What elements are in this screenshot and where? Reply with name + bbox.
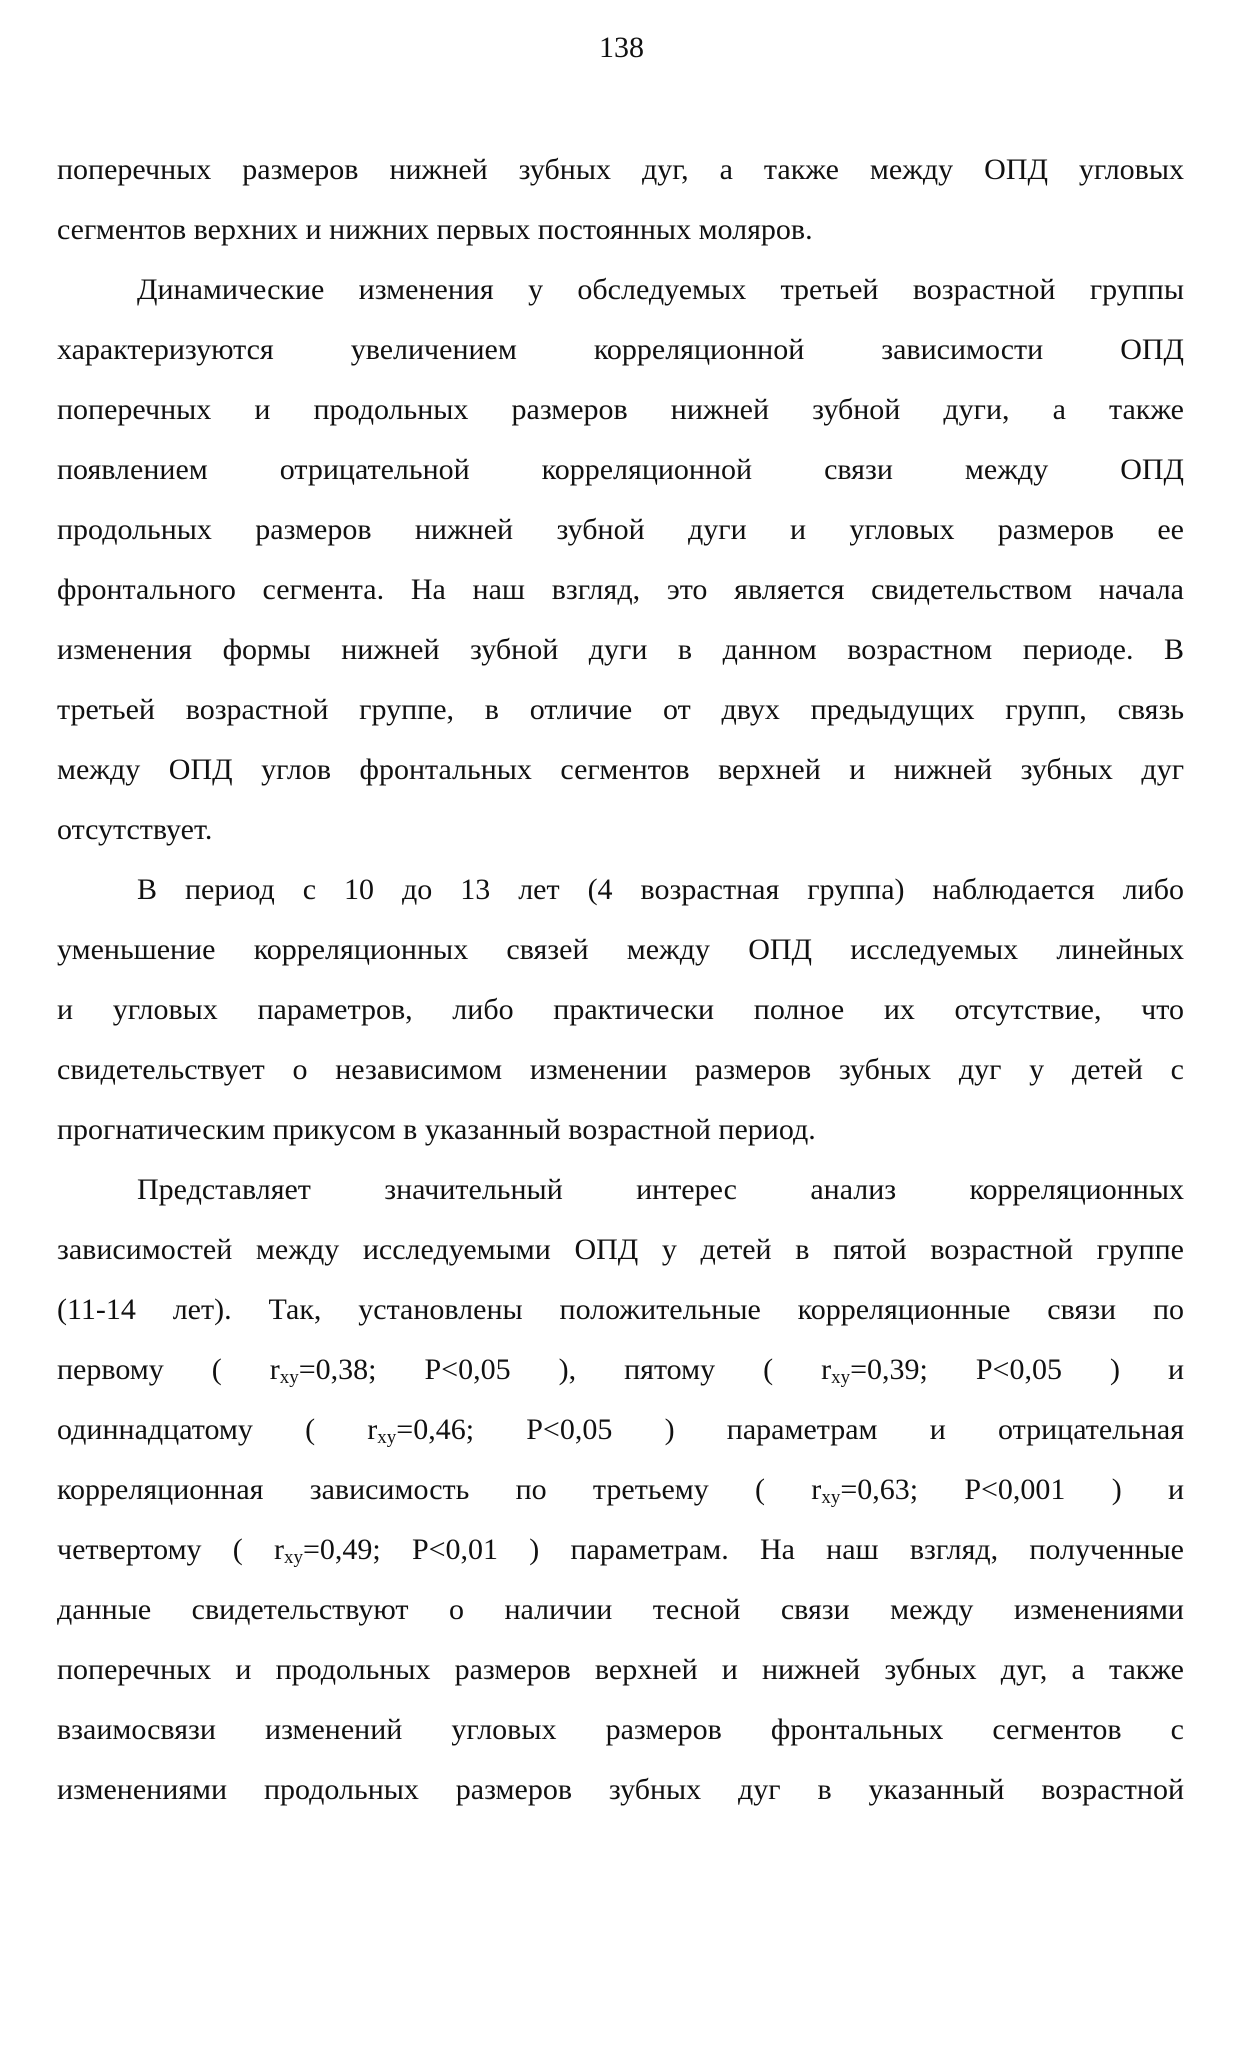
text-line-statistics (57, 1520, 1184, 1580)
subscript: xy (831, 1367, 851, 1388)
text-line: свидетельствует о независимом изменении размеров зубных дуг у детей с (57, 1053, 1184, 1086)
text-line: и угловых параметров, либо практически полное их отсутствие, что (57, 993, 1184, 1026)
text-line: характеризуются увеличением корреляционной зависимости ОПД (57, 333, 1184, 366)
text-line: изменения формы нижней зубной дуги в данном возрастном периоде. В (57, 633, 1184, 666)
text-line: поперечных размеров нижней зубных дуг, а также между ОПД угловых (57, 153, 1184, 186)
text-line-statistics (57, 1400, 1184, 1460)
text-line: (11-14 лет). Так, установлены положительные корреляционные связи по (57, 1293, 1184, 1326)
text-line: взаимосвязи изменений угловых размеров фронтальных сегментов с (57, 1713, 1184, 1746)
text-fragment: =0,49; P<0,01 ) параметрам. На наш взгляд, полученные (302, 1533, 1184, 1566)
text-line: продольных размеров нижней зубной дуги и угловых размеров ее (57, 513, 1184, 546)
subscript: xy (377, 1427, 397, 1448)
text-line: отсутствует. (57, 813, 213, 846)
text-fragment: =0,63; P<0,001 ) и (840, 1473, 1185, 1506)
text-line: изменениями продольных размеров зубных дуг в указанный возрастной (57, 1773, 1184, 1806)
text-line: Представляет значительный интерес анализ корреляционных (137, 1173, 1184, 1206)
subscript: xy (279, 1367, 299, 1388)
subscript: xy (821, 1487, 841, 1508)
text-fragment: =0,39; P<0,05 ) и (850, 1353, 1184, 1386)
text-line-statistics (57, 1460, 1184, 1520)
text-line: уменьшение корреляционных связей между ОПД исследуемых линейных (57, 933, 1184, 966)
text-line: фронтального сегмента. На наш взгляд, это является свидетельством начала (57, 573, 1184, 606)
text-line: данные свидетельствуют о наличии тесной связи между изменениями (57, 1593, 1184, 1626)
text-line-statistics (57, 1340, 1184, 1400)
text-line: Динамические изменения у обследуемых третьей возрастной группы (137, 273, 1184, 306)
text-line: появлением отрицательной корреляционной связи между ОПД (57, 453, 1184, 486)
body-text (57, 140, 1184, 1820)
text-fragment: =0,46; P<0,05 ) параметрам и отрицательная (396, 1413, 1184, 1446)
text-fragment: =0,38; P<0,05 ), пятому ( r (298, 1353, 832, 1386)
text-line: сегментов верхних и нижних первых постоянных моляров. (57, 213, 813, 246)
text-line: между ОПД углов фронтальных сегментов верхней и нижней зубных дуг (57, 753, 1184, 786)
text-line: поперечных и продольных размеров верхней и нижней зубных дуг, а также (57, 1653, 1184, 1686)
text-line: В период с 10 до 13 лет (4 возрастная группа) наблюдается либо (137, 873, 1184, 906)
text-fragment: корреляционная зависимость по третьему ( r (57, 1473, 822, 1506)
text-fragment: четвертому ( r (57, 1533, 284, 1566)
text-line: третьей возрастной группе, в отличие от двух предыдущих групп, связь (57, 693, 1184, 726)
text-fragment: одиннадцатому ( r (57, 1413, 378, 1446)
text-line: зависимостей между исследуемыми ОПД у детей в пятой возрастной группе (57, 1233, 1184, 1266)
subscript: xy (283, 1547, 303, 1568)
page-number: 138 (599, 31, 644, 64)
text-line: прогнатическим прикусом в указанный возрастной период. (57, 1113, 816, 1146)
text-fragment: первому ( r (57, 1353, 280, 1386)
text-line: поперечных и продольных размеров нижней зубной дуги, а также (57, 393, 1184, 426)
